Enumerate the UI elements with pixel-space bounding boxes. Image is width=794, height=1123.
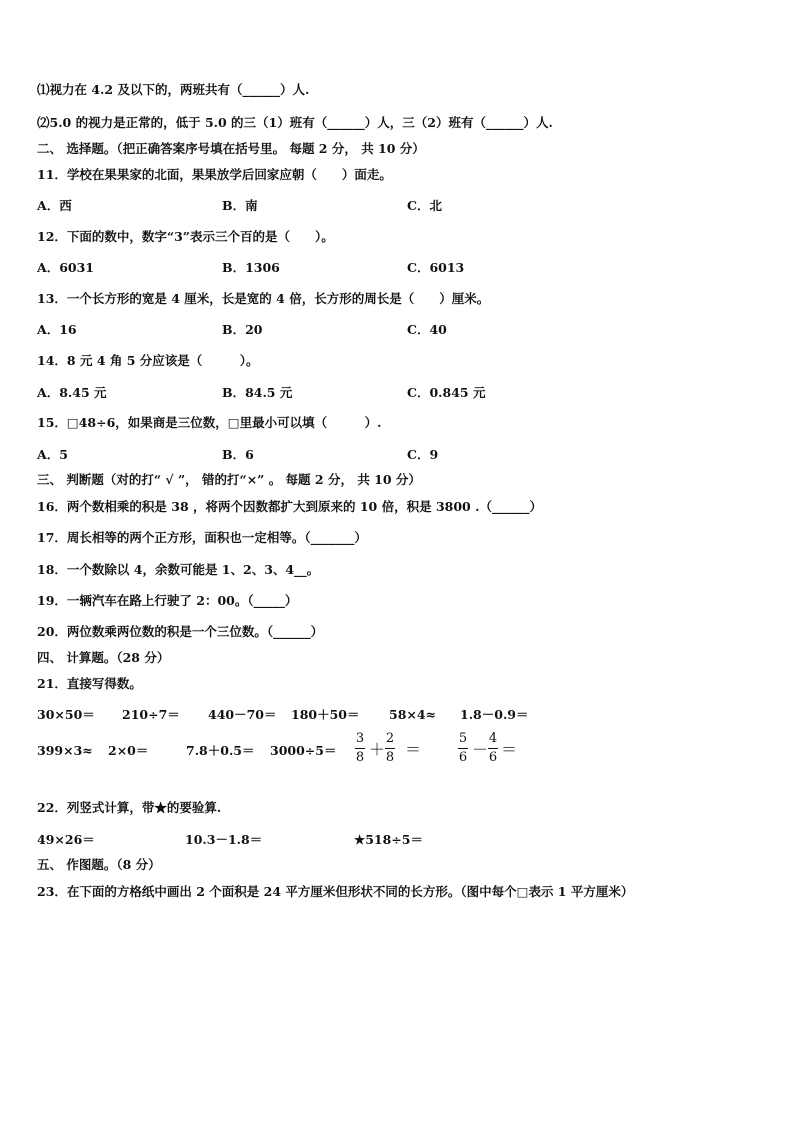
vertical-calc-item: 49×26＝ [37,832,95,847]
section-calc-heading: 四、 计算题。（28 分） [37,650,170,665]
question-18: 18．一个数除以 4，余数可能是 1、2、3、4__。 [37,562,320,577]
option-13-c: C．40 [407,322,447,337]
option-11-b: B．南 [222,198,258,213]
numerator: 5 [458,731,468,746]
section-judge-heading: 三、 判断题（对的打“ √ ”， 错的打“×” 。 每题 2 分， 共 10 分） [37,472,421,487]
question-14: 14．8 元 4 角 5 分应该是（ ）。 [37,353,259,368]
section-draw-heading: 五、 作图题。（8 分） [37,857,161,872]
option-12-a: A．6031 [37,260,94,275]
fraction-b [385,732,395,765]
equals-sign: ＝ [405,740,422,759]
numerator: 3 [355,731,365,746]
denominator: 6 [458,750,468,765]
option-15-b: B．6 [222,447,254,462]
question-vision-1: ⑴视力在 4.2 及以下的，两班共有（______）人. [37,82,310,97]
option-11-c: C．北 [407,198,442,213]
question-20: 20．两位数乘两位数的积是一个三位数。（______） [37,624,324,639]
option-14-c: C．0.845 元 [407,385,486,400]
option-14-b: B．84.5 元 [222,385,293,400]
equals-sign: ＝ [501,740,518,759]
question-22: 22．列竖式计算，带★的要验算. [37,800,222,815]
vertical-calc-item: 10.3－1.8＝ [185,832,263,847]
denominator: 6 [488,750,498,765]
minus-sign: － [472,740,489,759]
option-15-a: A．5 [37,447,68,462]
fraction-bar [385,748,395,749]
fraction-bar [355,748,365,749]
option-11-a: A．西 [37,198,72,213]
calc-item: 3000÷5＝ [270,743,337,758]
option-14-a: A．8.45 元 [37,385,107,400]
section-choice-heading: 二、 选择题。（把正确答案序号填在括号里。 每题 2 分， 共 10 分） [37,141,425,156]
calc-item: 30×50＝ [37,707,95,722]
calc-item: 180＋50＝ [291,707,360,722]
fraction-a [355,732,365,765]
question-21: 21．直接写得数。 [37,676,142,691]
calc-item: 7.8＋0.5＝ [186,743,255,758]
question-16: 16．两个数相乘的积是 38 ，将两个因数都扩大到原来的 10 倍，积是 3800 .（______） [37,499,542,514]
calc-item: 58×4≈ [389,707,437,722]
numerator: 2 [385,731,395,746]
question-19: 19．一辆汽车在路上行驶了 2：00。（_____） [37,593,298,608]
option-12-c: C．6013 [407,260,465,275]
numerator: 4 [488,731,498,746]
option-15-c: C．9 [407,447,439,462]
question-17: 17．周长相等的两个正方形，面积也一定相等。（_______） [37,530,367,545]
question-15: 15．□48÷6，如果商是三位数，□里最小可以填（ ）. [37,415,382,430]
calc-item: 210÷7＝ [122,707,180,722]
question-12: 12．下面的数中，数字“3”表示三个百的是（ ）。 [37,229,334,244]
option-13-b: B．20 [222,322,263,337]
calc-item: 440－70＝ [208,707,277,722]
fraction-bar [488,748,498,749]
question-13: 13．一个长方形的宽是 4 厘米，长是宽的 4 倍，长方形的周长是（ ）厘米。 [37,291,490,306]
fraction-bar [458,748,468,749]
fraction-c [458,732,468,765]
vertical-calc-item: ★518÷5＝ [354,832,423,847]
question-23: 23．在下面的方格纸中画出 2 个面积是 24 平方厘米但形状不同的长方形。（图中每个□表示 1 平方厘米） [37,884,634,899]
calc-item: 1.8－0.9＝ [460,707,529,722]
calc-item: 399×3≈ [37,743,93,758]
option-12-b: B．1306 [222,260,280,275]
fraction-d [488,732,498,765]
denominator: 8 [355,750,365,765]
calc-item: 2×0＝ [108,743,149,758]
option-13-a: A．16 [37,322,77,337]
question-vision-2: ⑵5.0 的视力是正常的，低于 5.0 的三（1）班有（______）人，三（2）班有（______）人. [37,115,553,130]
plus-sign: ＋ [369,740,386,759]
denominator: 8 [385,750,395,765]
question-11: 11．学校在果果家的北面，果果放学后回家应朝（ ）面走。 [37,167,392,182]
